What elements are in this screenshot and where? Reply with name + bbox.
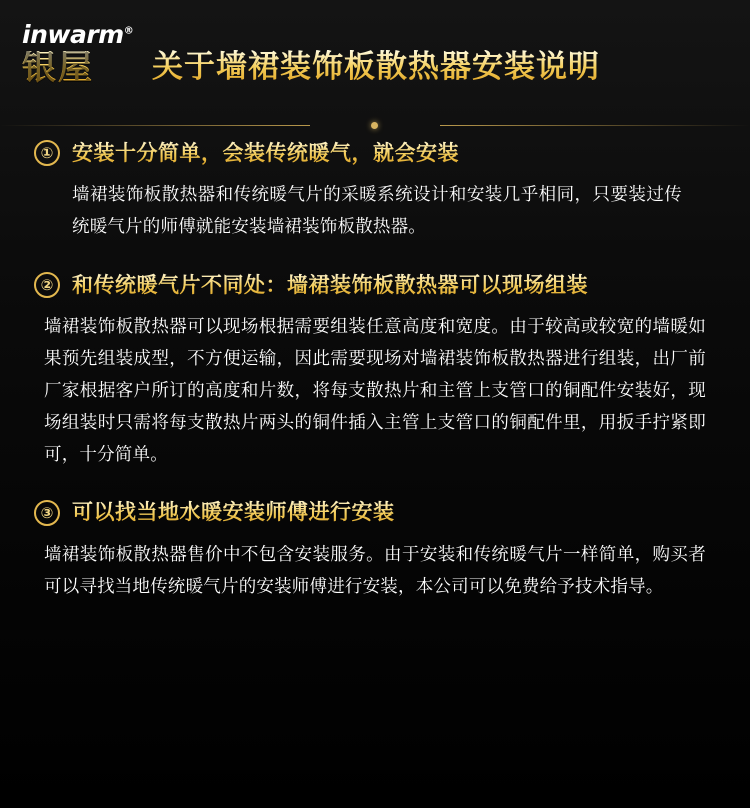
section-3-header — [34, 499, 716, 525]
section-2-body: 墙裙装饰板散热器可以现场根据需要组装任意高度和宽度。由于较高或较宽的墙暖如果预先组装成型，不方便运输，因此需要现场对墙裙装饰板散热器进行组装，出厂前厂家根据客户所订的高度和片数，将每支散热片和主管上支管口的铜配件安装好，现场组装时只需将每支散热片两头的铜件插入主管上支管口的铜配件里，用扳手拧紧即可，十分简单。 — [44, 317, 706, 465]
section-3-number-badge: ③ — [34, 500, 60, 526]
divider-dot-icon — [371, 122, 378, 129]
page-title: 关于墙裙装饰板散热器安装说明 — [152, 49, 600, 85]
section-1 — [34, 140, 716, 244]
section-1-title: 安装十分简单，会装传统暖气，就会安装 — [72, 141, 459, 165]
section-1-number-badge: ① — [34, 140, 60, 166]
section-2-number-badge: ② — [34, 272, 60, 298]
poster-header — [0, 0, 750, 118]
brand-latin-name — [22, 22, 144, 47]
divider-line-right — [440, 125, 750, 126]
divider-line-left — [0, 125, 310, 126]
brand-latin-text: inwarm — [22, 20, 124, 49]
section-1-body: 墙裙装饰板散热器和传统暖气片的采暖系统设计和安装几乎相同，只要装过传统暖气片的师傅就能安装墙裙装饰板散热器。 — [72, 185, 682, 238]
section-1-header — [34, 140, 716, 166]
section-3-body: 墙裙装饰板散热器售价中不包含安装服务。由于安装和传统暖气片一样简单，购买者可以寻找当地传统暖气片的安装师傅进行安装，本公司可以免费给予技术指导。 — [44, 544, 706, 597]
section-3-title: 可以找当地水暖安装师傅进行安装 — [72, 500, 395, 525]
brand-chinese-name: 银屋 — [22, 51, 144, 87]
section-3 — [34, 499, 716, 603]
section-2 — [34, 272, 716, 471]
poster-content — [0, 118, 750, 603]
section-2-title: 和传统暖气片不同处：墙裙装饰板散热器可以现场组装 — [72, 272, 588, 297]
header-divider — [0, 118, 750, 134]
registered-trademark-icon: ® — [123, 25, 134, 37]
section-2-header — [34, 272, 716, 298]
brand-logo — [22, 22, 144, 87]
